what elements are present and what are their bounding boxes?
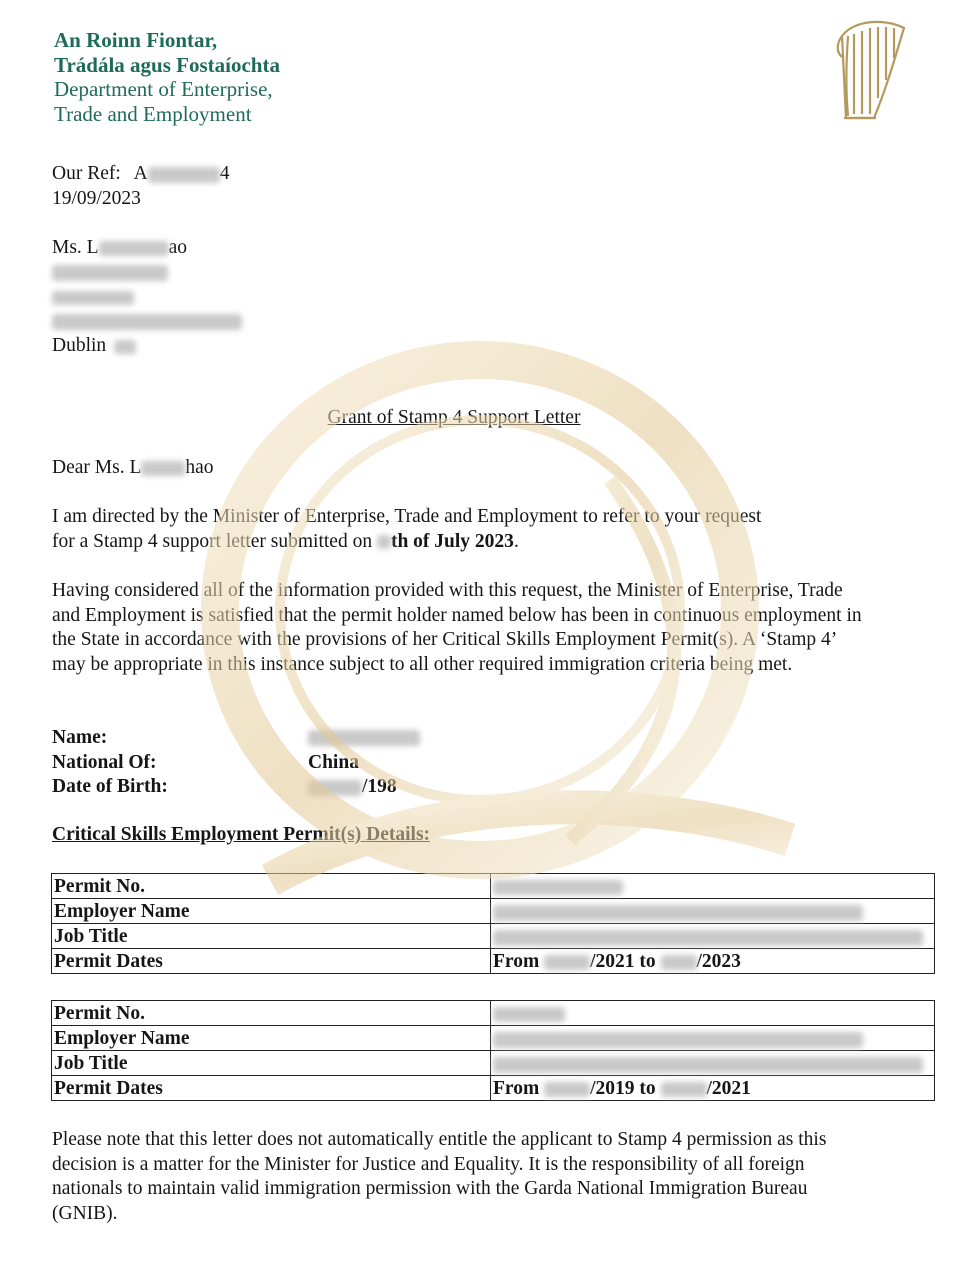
- recipient-name: [52, 236, 242, 261]
- table-row: [52, 899, 935, 924]
- redacted-name: [99, 241, 169, 256]
- dept-irish-line-2: Trádála agus Fostaíochta: [54, 52, 280, 77]
- our-ref: [52, 162, 230, 187]
- table-row: [52, 1026, 935, 1051]
- redacted-postcode: [114, 340, 136, 354]
- table-row: [52, 874, 935, 899]
- redacted-dob: [308, 780, 362, 796]
- ref-label: Our Ref:: [52, 163, 121, 184]
- nationality-value: China: [308, 751, 359, 773]
- redacted-day: [377, 535, 391, 549]
- redacted-permit-no: [493, 880, 623, 895]
- dates-label: Permit Dates: [52, 1076, 491, 1101]
- permit-dates-value: From /2019 to /2021: [491, 1076, 935, 1101]
- permit-dates-value: From /2021 to /2023: [491, 949, 935, 974]
- recipient-suffix: ao: [168, 237, 187, 258]
- greeting: Dear Ms. L hao: [52, 457, 214, 478]
- redacted-employer: [493, 905, 863, 921]
- redacted-from-date: [544, 955, 590, 970]
- table-row: [52, 924, 935, 949]
- employer-label: Employer Name: [52, 899, 491, 924]
- redacted-to-date: [661, 955, 697, 970]
- dob-year: /198: [362, 776, 397, 798]
- department-header: [54, 28, 280, 126]
- redacted-employer: [493, 1032, 863, 1048]
- paragraph-request: I am directed by the Minister of Enterprise, Trade and Employment to refer to your request for a Stamp 4 support letter submitted on th of July 2023.: [52, 506, 762, 552]
- table-row: [52, 1001, 935, 1026]
- redacted-address-3: [52, 314, 242, 330]
- recipient-prefix: Ms. L: [52, 237, 99, 258]
- redacted-from-date: [544, 1082, 590, 1097]
- dob-label: Date of Birth:: [52, 776, 168, 798]
- redacted-applicant-name: [308, 730, 420, 746]
- redacted-address-1: [52, 265, 168, 281]
- paragraph-disclaimer: Please note that this letter does not automatically entitle the applicant to Stamp 4 permission as this decision is a matter for the Minister for Justice and Equality. It is the responsibility of all foreign nationals to maintain valid immigration permission with the Garda National Immigration Bureau (GNIB).: [52, 1129, 827, 1224]
- redacted-job: [493, 930, 923, 946]
- nationality-label: National Of:: [52, 751, 157, 773]
- job-label: Job Title: [52, 924, 491, 949]
- permit-no-label: Permit No.: [52, 1001, 491, 1026]
- employer-label: Employer Name: [52, 1026, 491, 1051]
- redacted-greeting-name: [141, 461, 185, 476]
- redacted-to-date: [661, 1082, 707, 1097]
- submission-date: th of July 2023: [390, 530, 514, 552]
- table-row: [52, 949, 935, 974]
- letter-date: 19/09/2023: [52, 187, 141, 209]
- name-label: Name:: [52, 727, 108, 748]
- permit-table-1: [51, 873, 935, 974]
- paragraph-decision: Having considered all of the information provided with this request, the Minister of Enterprise, Trade and Employment is satisfied that the permit holder named below has been in continuous employment in the State in accordance with the provisions of her Critical Skills Employment Permit(s). A ‘Stamp 4’ may be appropriate in this instance subject to all other required immigration criteria being met.: [52, 580, 862, 675]
- redacted-address-2: [52, 291, 134, 305]
- redacted-ref: [148, 167, 220, 183]
- applicant-details: [52, 726, 397, 800]
- dept-english-line-2: Trade and Employment: [54, 101, 252, 126]
- reference-block: [52, 162, 230, 211]
- recipient-address: [52, 236, 242, 359]
- letter-title: Grant of Stamp 4 Support Letter: [327, 407, 581, 428]
- ref-start: A: [133, 163, 148, 184]
- redacted-job: [493, 1057, 923, 1073]
- redacted-permit-no: [493, 1007, 565, 1022]
- ref-end: 4: [219, 163, 230, 184]
- dept-english-line-1: Department of Enterprise,: [54, 77, 273, 101]
- job-label: Job Title: [52, 1051, 491, 1076]
- harp-crest-icon: [834, 14, 910, 126]
- dates-label: Permit Dates: [52, 949, 491, 974]
- dept-irish-line-1: An Roinn Fiontar,: [54, 28, 218, 52]
- table-row: [52, 1076, 935, 1101]
- permit-no-label: Permit No.: [52, 874, 491, 899]
- table-row: [52, 1051, 935, 1076]
- permit-table-2: [51, 1000, 935, 1101]
- permit-section-title: Critical Skills Employment Permit(s) Details:: [52, 824, 431, 845]
- recipient-city: Dublin: [52, 334, 242, 359]
